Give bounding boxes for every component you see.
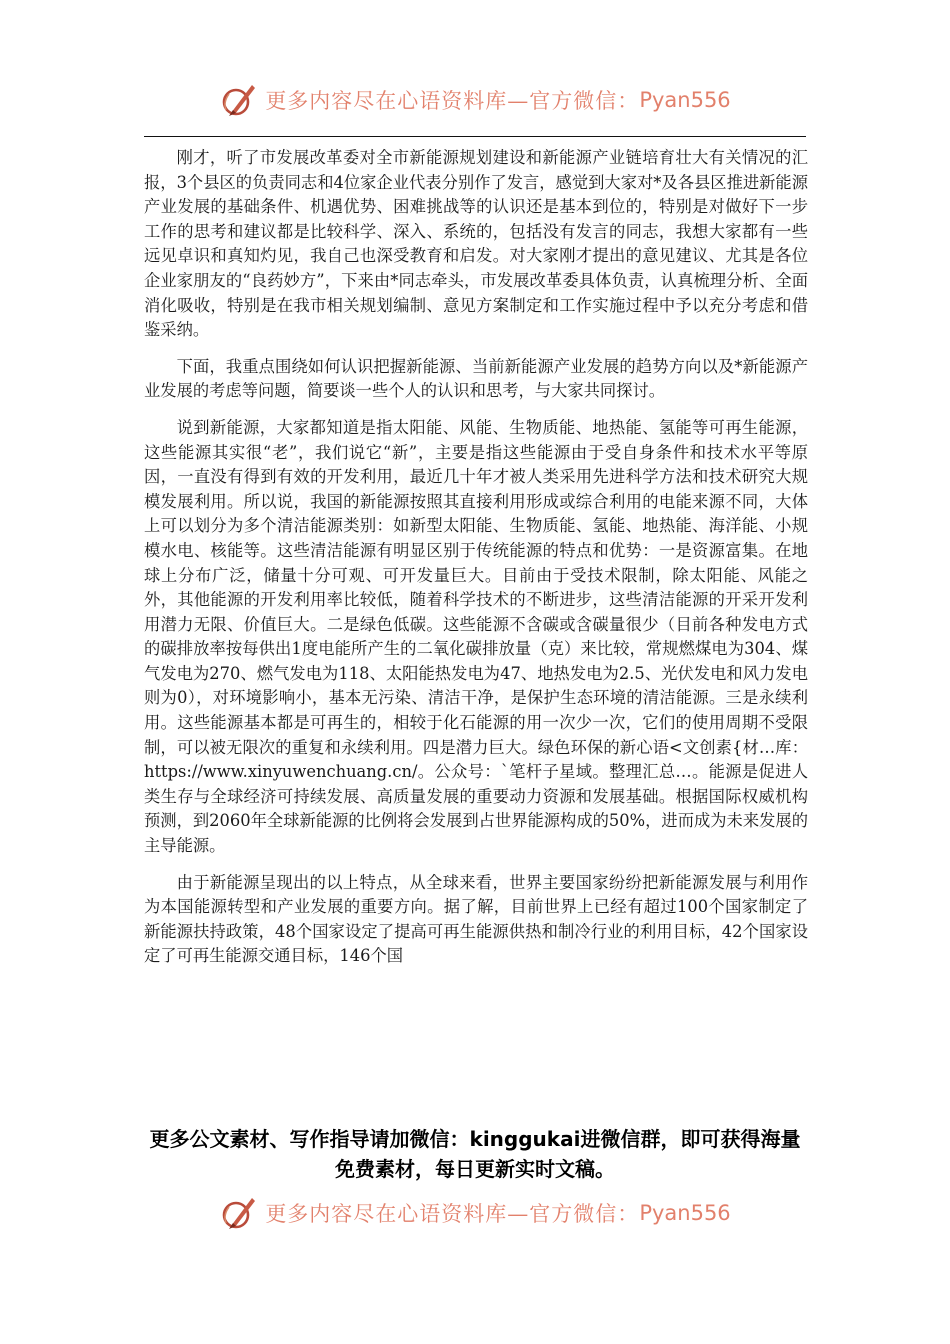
paragraph: 下面，我重点围绕如何认识把握新能源、当前新能源产业发展的趋势方向以及*新能源产业发展的考虑等问题，简要谈一些个人的认识和思考，与大家共同探讨。 bbox=[144, 356, 808, 401]
paragraph: 刚才，听了市发展改革委对全市新能源规划建设和新能源产业链培育壮大有关情况的汇报，3个县区的负责同志和4位家企业代表分别作了发言，感觉到大家对*及各县区推进新能源产业发展的基础条件、机遇优势、困难挑战等的认识还是基本到位的，特别是对做好下一步工作的思考和建议都是比较科学、深入、系统的，包括没有发言的同志，我想大家都有一些远见卓识和真知灼见，我自己也深受教育和启发。对大家刚才提出的意见建议、尤其是各位企业家朋友的“良药妙方”，下来由*同志牵头，市发展改革委具体负责，认真梳理分析、全面消化吸收，特别是在我市相关规划编制、意见方案制定和工作实施过程中予以充分考虑和借鉴采纳。 bbox=[144, 148, 808, 340]
paragraph: 由于新能源呈现出的以上特点，从全球来看，世界主要国家纷纷把新能源发展与利用作为本国能源转型和产业发展的重要方向。据了解，目前世界上已经有超过100个国家制定了新能源扶持政策，48个国家设定了提高可再生能源供热和制冷行业的利用目标，42个国家设定了可再生能源交通目标，146个国 bbox=[144, 872, 808, 966]
header-divider bbox=[144, 136, 806, 137]
paragraph: 说到新能源，大家都知道是指太阳能、风能、生物质能、地热能、氢能等可再生能源，这些能源其实很“老”，我们说它“新”，主要是指这些能源由于受自身条件和技术水平等原因，一直没有得到有效的开发利用，最近几十年才被人类采用先进科学方法和技术研究大规模发展利用。所以说，我国的新能源按照其直接利用形成或综合利用的电能来源不同，大体上可以划分为多个清洁能源类别：如新型太阳能、生物质能、氢能、地热能、海洋能、小规模水电、核能等。这些清洁能源有明显区别于传统能源的特点和优势：一是资源富集。在地球上分布广泛，储量十分可观、可开发量巨大。目前由于受技术限制，除太阳能、风能之外，其他能源的开发利用率比较低，随着科学技术的不断进步，这些清洁能源的开采开发利用潜力无限、价值巨大。二是绿色低碳。这些能源不含碳或含碳量很少（目前各种发电方式的碳排放率按每供出1度电能所产生的二氧化碳排放量（克）来比较，常规燃煤电为304、煤气发电为270、燃气发电为118、太阳能热发电为47、地热发电为2.5、光伏发电和风力发电则为0），对环境影响小，基本无污染、清洁干净，是保护生态环境的清洁能源。三是永续利用。这些能源基本都是可再生的，相较于化石能源的用一次少一次，它们的使用周期不受限制，可以被无限次的重复和永续利用。四是潜力巨大。绿色环保的新心语<文创素{材…库：https://www.xinyuwenchuang.cn/。公众号：`笔杆子星域。整理汇总…。能源是促进人类生存与全球经济可持续发展、高质量发展的重要动力资源和发展基础。根据国际权威机构预测，到2060年全球新能源的比例将会发展到占世界能源构成的50%，进而成为未来发展的主导能源。 bbox=[144, 417, 808, 856]
header-wechat-id: Pyan556 bbox=[639, 88, 731, 112]
document-body bbox=[144, 146, 808, 981]
header-banner bbox=[0, 74, 950, 126]
footer-wechat-id: Pyan556 bbox=[639, 1201, 731, 1225]
footer-site-text: 更多内容尽在心语资料库—官方微信： bbox=[265, 1202, 640, 1226]
pen-quill-logo-icon bbox=[219, 1193, 259, 1233]
promo-notice: 更多公文素材、写作指导请加微信：kinggukai进微信群，即可获得海量免费素材，每日更新实时文稿。 bbox=[149, 1127, 801, 1181]
pen-quill-logo-icon bbox=[219, 80, 259, 120]
footer-banner bbox=[0, 1187, 950, 1239]
header-site-text: 更多内容尽在心语资料库—官方微信： bbox=[265, 89, 640, 113]
